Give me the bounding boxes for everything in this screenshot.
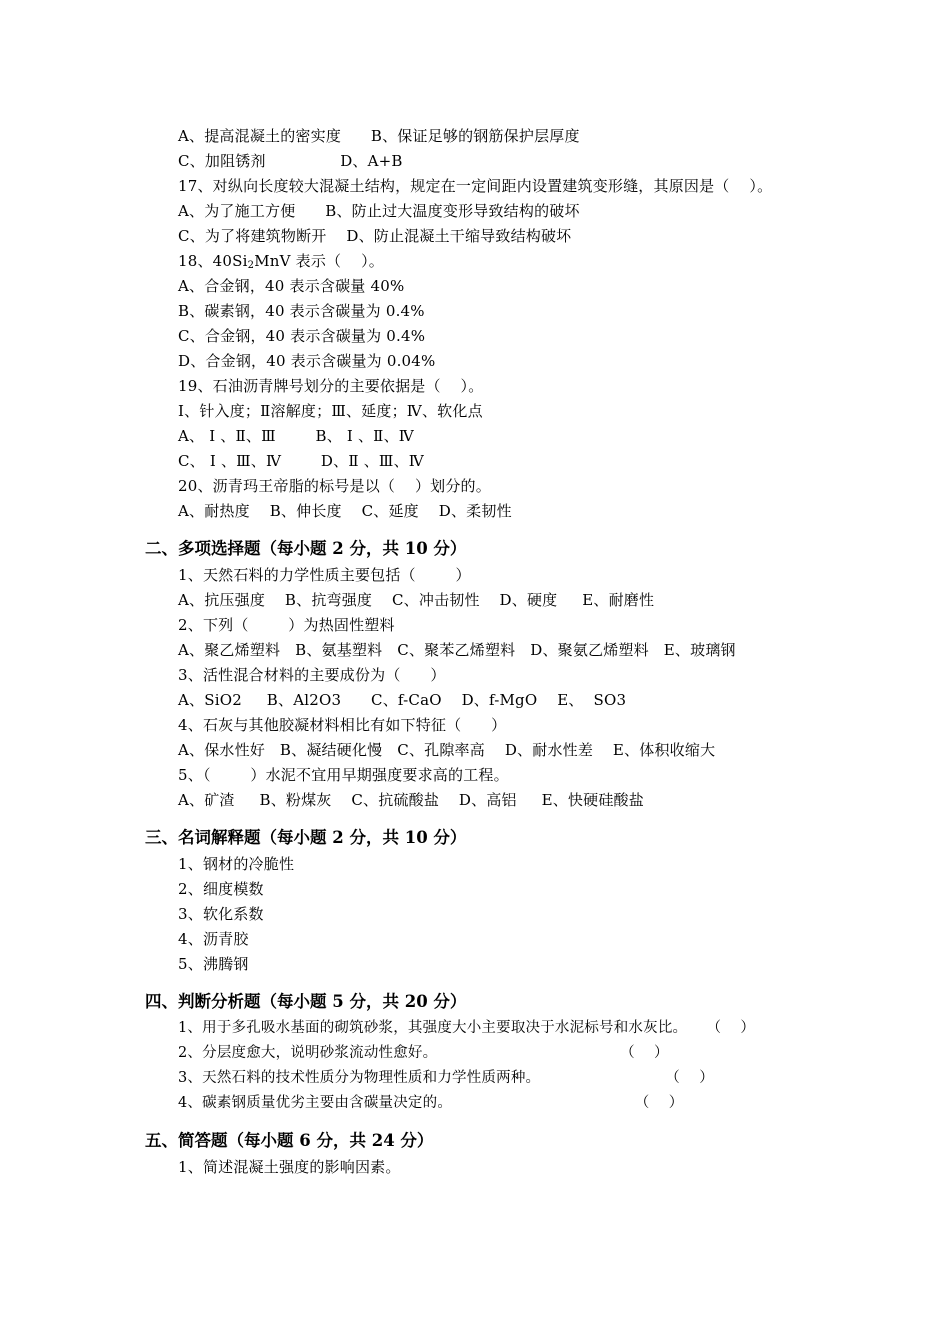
option-line: A、保水性好 B、凝结硬化慢 C、孔隙率高 D、耐水性差 E、体积收缩大 (178, 741, 716, 759)
question-19: 19、石油沥青牌号划分的主要依据是（ ）。 (178, 377, 484, 395)
option-line: A、 Ⅰ 、Ⅱ、Ⅲ B、 Ⅰ 、Ⅱ、Ⅳ (178, 427, 414, 445)
option-line: D、合金钢，40 表示含碳量为 0.04% (178, 352, 436, 370)
judgement-line: 2、分层度愈大，说明砂浆流动性愈好。 （ ） (178, 1045, 669, 1061)
term-line: 1、钢材的冷脆性 (178, 855, 295, 873)
option-line: C、为了将建筑物断开 D、防止混凝土干缩导致结构破坏 (178, 227, 572, 245)
formula-subscript: 2 (247, 260, 255, 271)
section-3-heading: 三、名词解释题（每小题 2 分，共 10 分） (145, 828, 467, 847)
question-18-prefix: 18、40Si (178, 252, 248, 270)
option-line: C、加阻锈剂 D、A+B (178, 152, 403, 170)
question-line: 3、活性混合材料的主要成份为（ ） (178, 666, 446, 684)
option-line: B、碳素钢，40 表示含碳量为 0.4% (178, 302, 425, 320)
option-line: C、 Ⅰ 、Ⅲ、Ⅳ D、Ⅱ 、Ⅲ、Ⅳ (178, 452, 424, 470)
section-2-heading: 二、多项选择题（每小题 2 分，共 10 分） (145, 539, 467, 558)
term-line: 3、软化系数 (178, 905, 264, 923)
question-17: 17、对纵向长度较大混凝土结构，规定在一定间距内设置建筑变形缝，其原因是（ ）。 (178, 177, 773, 195)
section-5-heading: 五、简答题（每小题 6 分，共 24 分） (145, 1131, 434, 1150)
question-line: 5、（ ）水泥不宜用早期强度要求高的工程。 (178, 766, 509, 784)
question-18 (178, 251, 384, 271)
term-line: 2、细度模数 (178, 880, 264, 898)
judgement-line: 3、天然石料的技术性质分为物理性质和力学性质两种。 （ ） (178, 1070, 714, 1086)
option-line: Ⅰ、针入度；Ⅱ溶解度；Ⅲ、延度；Ⅳ、软化点 (178, 402, 483, 420)
option-line: A、矿渣 B、粉煤灰 C、抗硫酸盐 D、高铝 E、快硬硅酸盐 (178, 791, 644, 809)
question-line: 2、下列（ ）为热固性塑料 (178, 616, 395, 634)
question-18-rest: MnV 表示（ ）。 (254, 252, 385, 270)
option-line: C、合金钢，40 表示含碳量为 0.4% (178, 327, 426, 345)
judgement-line: 1、用于多孔吸水基面的砌筑砂浆，其强度大小主要取决于水泥标号和水灰比。 （ ） (178, 1020, 756, 1036)
question-line: 4、石灰与其他胶凝材料相比有如下特征（ ） (178, 716, 507, 734)
option-line: A、耐热度 B、伸长度 C、延度 D、柔韧性 (178, 502, 512, 520)
short-answer-line: 1、简述混凝土强度的影响因素。 (178, 1158, 401, 1176)
option-line: A、抗压强度 B、抗弯强度 C、冲击韧性 D、硬度 E、耐磨性 (178, 591, 655, 609)
judgement-line: 4、碳素钢质量优劣主要由含碳量决定的。 （ ） (178, 1095, 684, 1111)
section-4-heading: 四、判断分析题（每小题 5 分，共 20 分） (145, 992, 467, 1011)
option-line: A、为了施工方便 B、防止过大温度变形导致结构的破坏 (178, 202, 580, 220)
option-line: A、合金钢，40 表示含碳量 40% (178, 277, 405, 295)
question-20: 20、沥青玛王帝脂的标号是以（ ）划分的。 (178, 477, 491, 495)
term-line: 4、沥青胶 (178, 930, 249, 948)
option-line: A、聚乙烯塑料 B、氨基塑料 C、聚苯乙烯塑料 D、聚氨乙烯塑料 E、玻璃钢 (178, 641, 736, 659)
option-line: A、SiO2 B、Al2O3 C、f-CaO D、f-MgO E、 SO3 (178, 691, 627, 709)
term-line: 5、沸腾钢 (178, 955, 249, 973)
question-line: 1、天然石料的力学性质主要包括（ ） (178, 566, 471, 584)
option-line: A、提高混凝土的密实度 B、保证足够的钢筋保护层厚度 (178, 127, 580, 145)
